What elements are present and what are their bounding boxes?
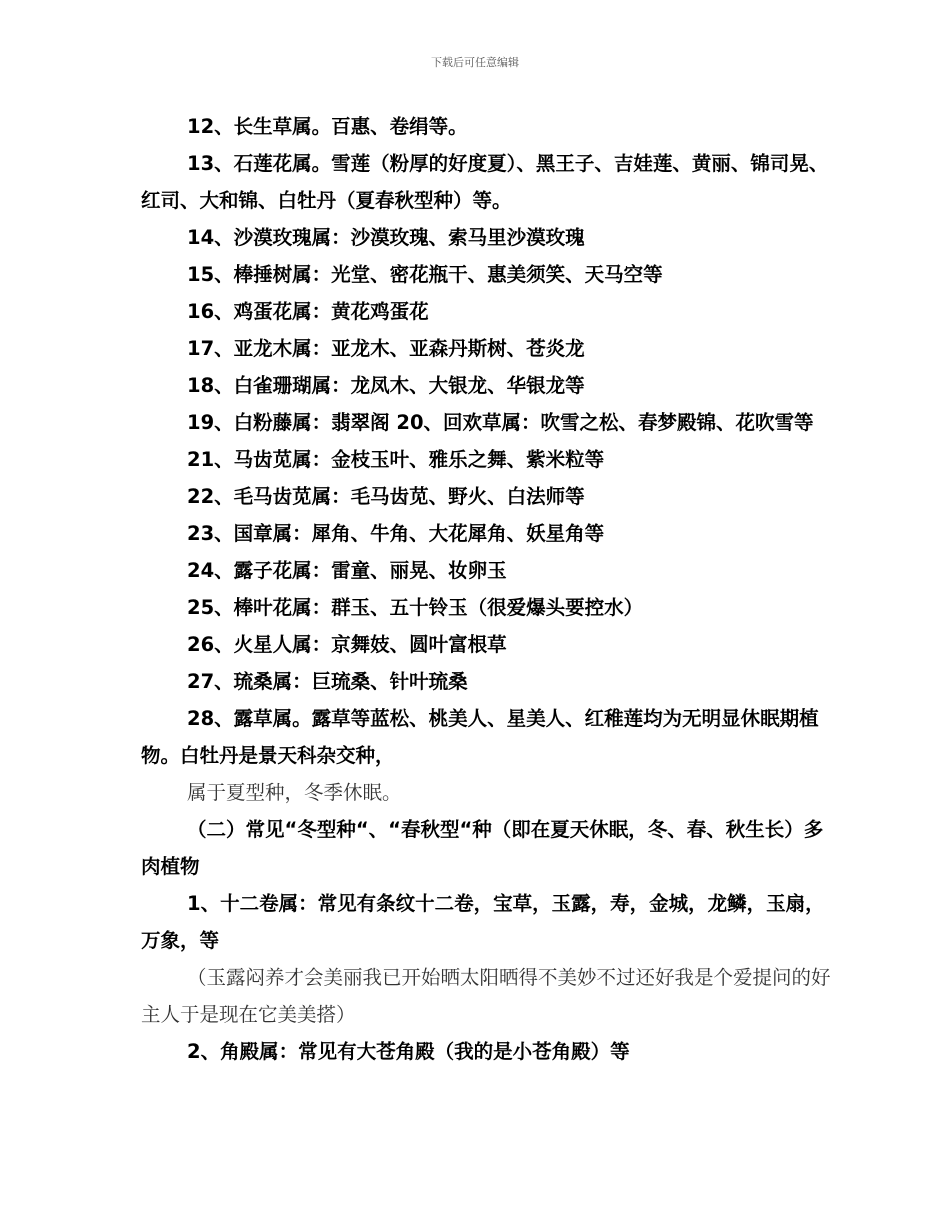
paragraph-genus-25: 25、棒叶花属：群玉、五十铃玉（很爱爆头要控水） [187, 596, 644, 619]
paragraph-genus-17: 17、亚龙木属：亚龙木、亚森丹斯树、苍炎龙 [187, 337, 585, 360]
paragraph-genus-16: 16、鸡蛋花属：黄花鸡蛋花 [187, 300, 429, 323]
paragraph-genus-24: 24、露子花属：雷童、丽晃、妆卵玉 [187, 559, 507, 582]
document-body [141, 108, 831, 1070]
paragraph-genus-18: 18、白雀珊瑚属：龙凤木、大银龙、华银龙等 [187, 374, 585, 397]
paragraph-genus-12: 12、长生草属。百惠、卷绢等。 [187, 115, 468, 138]
paragraph-haworthia-note: （玉露闷养才会美丽我已开始晒太阳晒得不美妙不过还好我是个爱提问的好主人于是现在它美美搭） [141, 966, 831, 1026]
section-heading-winter-type: （二）常见“冬型种“、“春秋型“种（即在夏天休眠，冬、春、秋生长）多肉植物 [141, 818, 824, 878]
paragraph-genus-13: 13、石莲花属。雪莲（粉厚的好度夏）、黑王子、吉娃莲、黄丽、锦司晃、红司、大和锦、白牡丹（夏春秋型种）等。 [141, 152, 829, 212]
paragraph-genus-21: 21、马齿苋属：金枝玉叶、雅乐之舞、紫米粒等 [187, 448, 605, 471]
paragraph-genus-22: 22、毛马齿苋属：毛马齿苋、野火、白法师等 [187, 485, 585, 508]
paragraph-bowiea: 2、角殿属：常见有大苍角殿（我的是小苍角殿）等 [187, 1040, 630, 1063]
paragraph-genus-14: 14、沙漠玫瑰属：沙漠玫瑰、索马里沙漠玫瑰 [187, 226, 585, 249]
paragraph-haworthia: 1、十二卷属：常见有条纹十二卷，宝草，玉露，寿，金城，龙鳞，玉扇，万象，等 [141, 892, 825, 952]
paragraph-genus-28: 28、露草属。露草等蓝松、桃美人、星美人、红稚莲均为无明显休眠期植物。白牡丹是景天科杂交种， [141, 707, 819, 767]
paragraph-genus-19-20: 19、白粉藤属：翡翠阁 20、回欢草属：吹雪之松、春梦殿锦、花吹雪等 [187, 411, 814, 434]
paragraph-genus-15: 15、棒捶树属：光堂、密花瓶干、惠美须笑、天马空等 [187, 263, 663, 286]
paragraph-genus-23: 23、国章属：犀角、牛角、大花犀角、妖星角等 [187, 522, 605, 545]
paragraph-genus-26: 26、火星人属：京舞妓、圆叶富根草 [187, 633, 507, 656]
page-header: 下载后可任意编辑 [431, 56, 519, 69]
paragraph-genus-27: 27、琉桑属：巨琉桑、针叶琉桑 [187, 670, 468, 693]
paragraph-dormancy-note: 属于夏型种，冬季休眠。 [187, 781, 402, 804]
